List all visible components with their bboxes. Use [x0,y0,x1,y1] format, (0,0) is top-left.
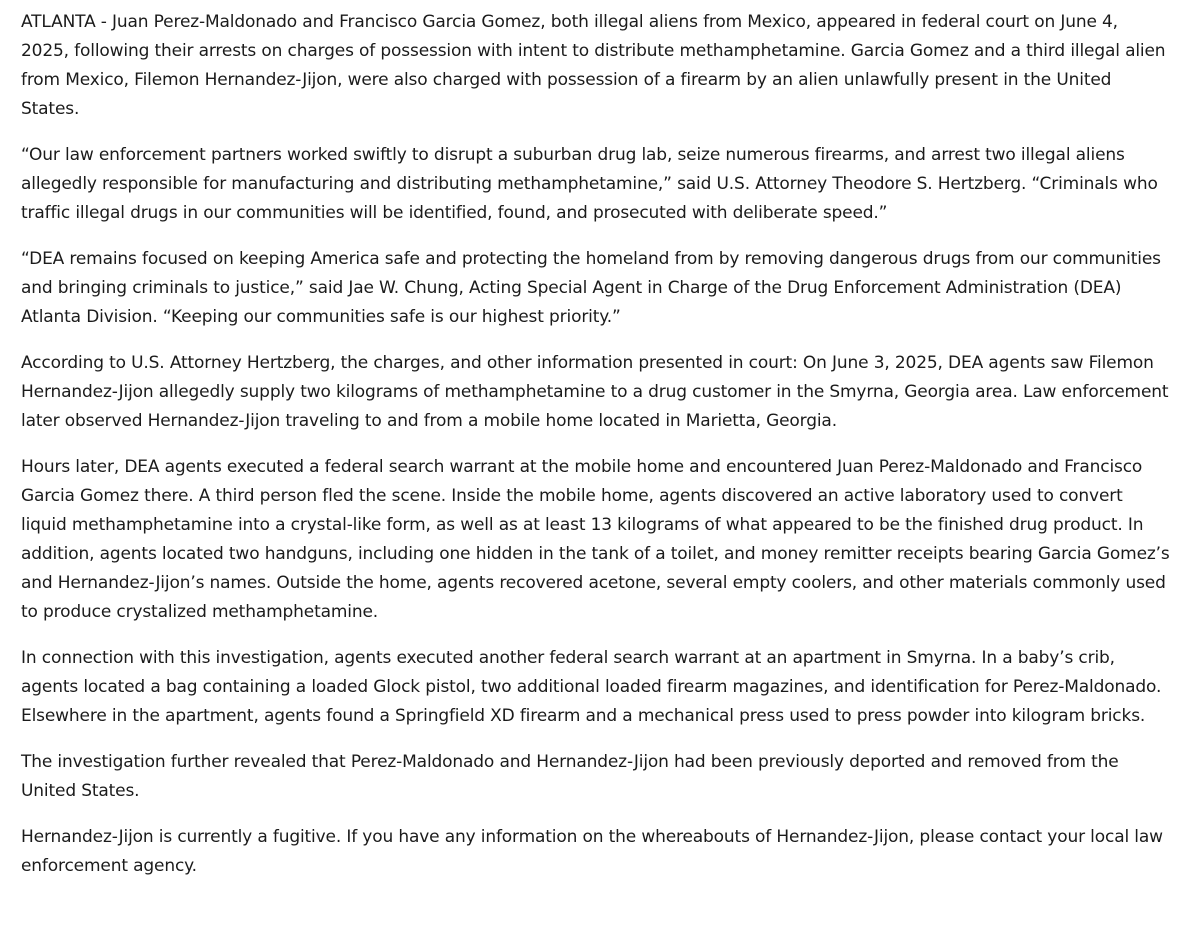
paragraph-fugitive-notice: Hernandez-Jijon is currently a fugitive. If you have any information on the whereabouts of Hernandez-Jijon, please contact your local law enforcement agency. [21,827,1163,876]
paragraph-apartment-search: In connection with this investigation, agents executed another federal search warrant at an apartment in Smyrna. In a baby’s crib, agents located a bag containing a loaded Glock pistol, two additional loaded firearm magazines, and identification for Perez-Maldonado. Elsewhere in the apartment, agents found a Springfield XD firearm and a mechanical press used to press powder into kilogram bricks. [21,648,1162,726]
paragraph-charges-info: According to U.S. Attorney Hertzberg, the charges, and other information presented in court: On June 3, 2025, DEA agents saw Filemon Hernandez-Jijon allegedly supply two kilograms of methamphetamine to a drug customer in the Smyrna, Georgia area. Law enforcement later observed Hernandez-Jijon traveling to and from a mobile home located in Marietta, Georgia. [21,353,1169,431]
paragraph-deportation: The investigation further revealed that Perez-Maldonado and Hernandez-Jijon had been previously deported and removed from the United States. [21,752,1119,801]
paragraph-us-attorney-quote: “Our law enforcement partners worked swiftly to disrupt a suburban drug lab, seize numerous firearms, and arrest two illegal aliens allegedly responsible for manufacturing and distributing methamphetamine,” said U.S. Attorney Theodore S. Hertzberg. “Criminals who traffic illegal drugs in our communities will be identified, found, and prosecuted with deliberate speed.” [21,145,1158,223]
paragraph-mobile-home-search: Hours later, DEA agents executed a federal search warrant at the mobile home and encountered Juan Perez-Maldonado and Francisco Garcia Gomez there. A third person fled the scene. Inside the mobile home, agents discovered an active laboratory used to convert liquid methamphetamine into a crystal-like form, as well as at least 13 kilograms of what appeared to be the finished drug product. In addition, agents located two handguns, including one hidden in the tank of a toilet, and money remitter receipts bearing Garcia Gomez’s and Hernandez-Jijon’s names. Outside the home, agents recovered acetone, several empty coolers, and other materials commonly used to produce crystalized methamphetamine. [21,457,1170,622]
paragraph-arrests: ATLANTA - Juan Perez-Maldonado and Francisco Garcia Gomez, both illegal aliens from Mexico, appeared in federal court on June 4, 2025, following their arrests on charges of possession with intent to distribute methamphetamine. Garcia Gomez and a third illegal alien from Mexico, Filemon Hernandez-Jijon, were also charged with possession of a firearm by an alien unlawfully present in the United States. [21,12,1166,119]
paragraph-dea-quote: “DEA remains focused on keeping America safe and protecting the homeland from by removing dangerous drugs from our communities and bringing criminals to justice,” said Jae W. Chung, Acting Special Agent in Charge of the Drug Enforcement Administration (DEA) Atlanta Division. “Keeping our communities safe is our highest priority.” [21,249,1161,327]
